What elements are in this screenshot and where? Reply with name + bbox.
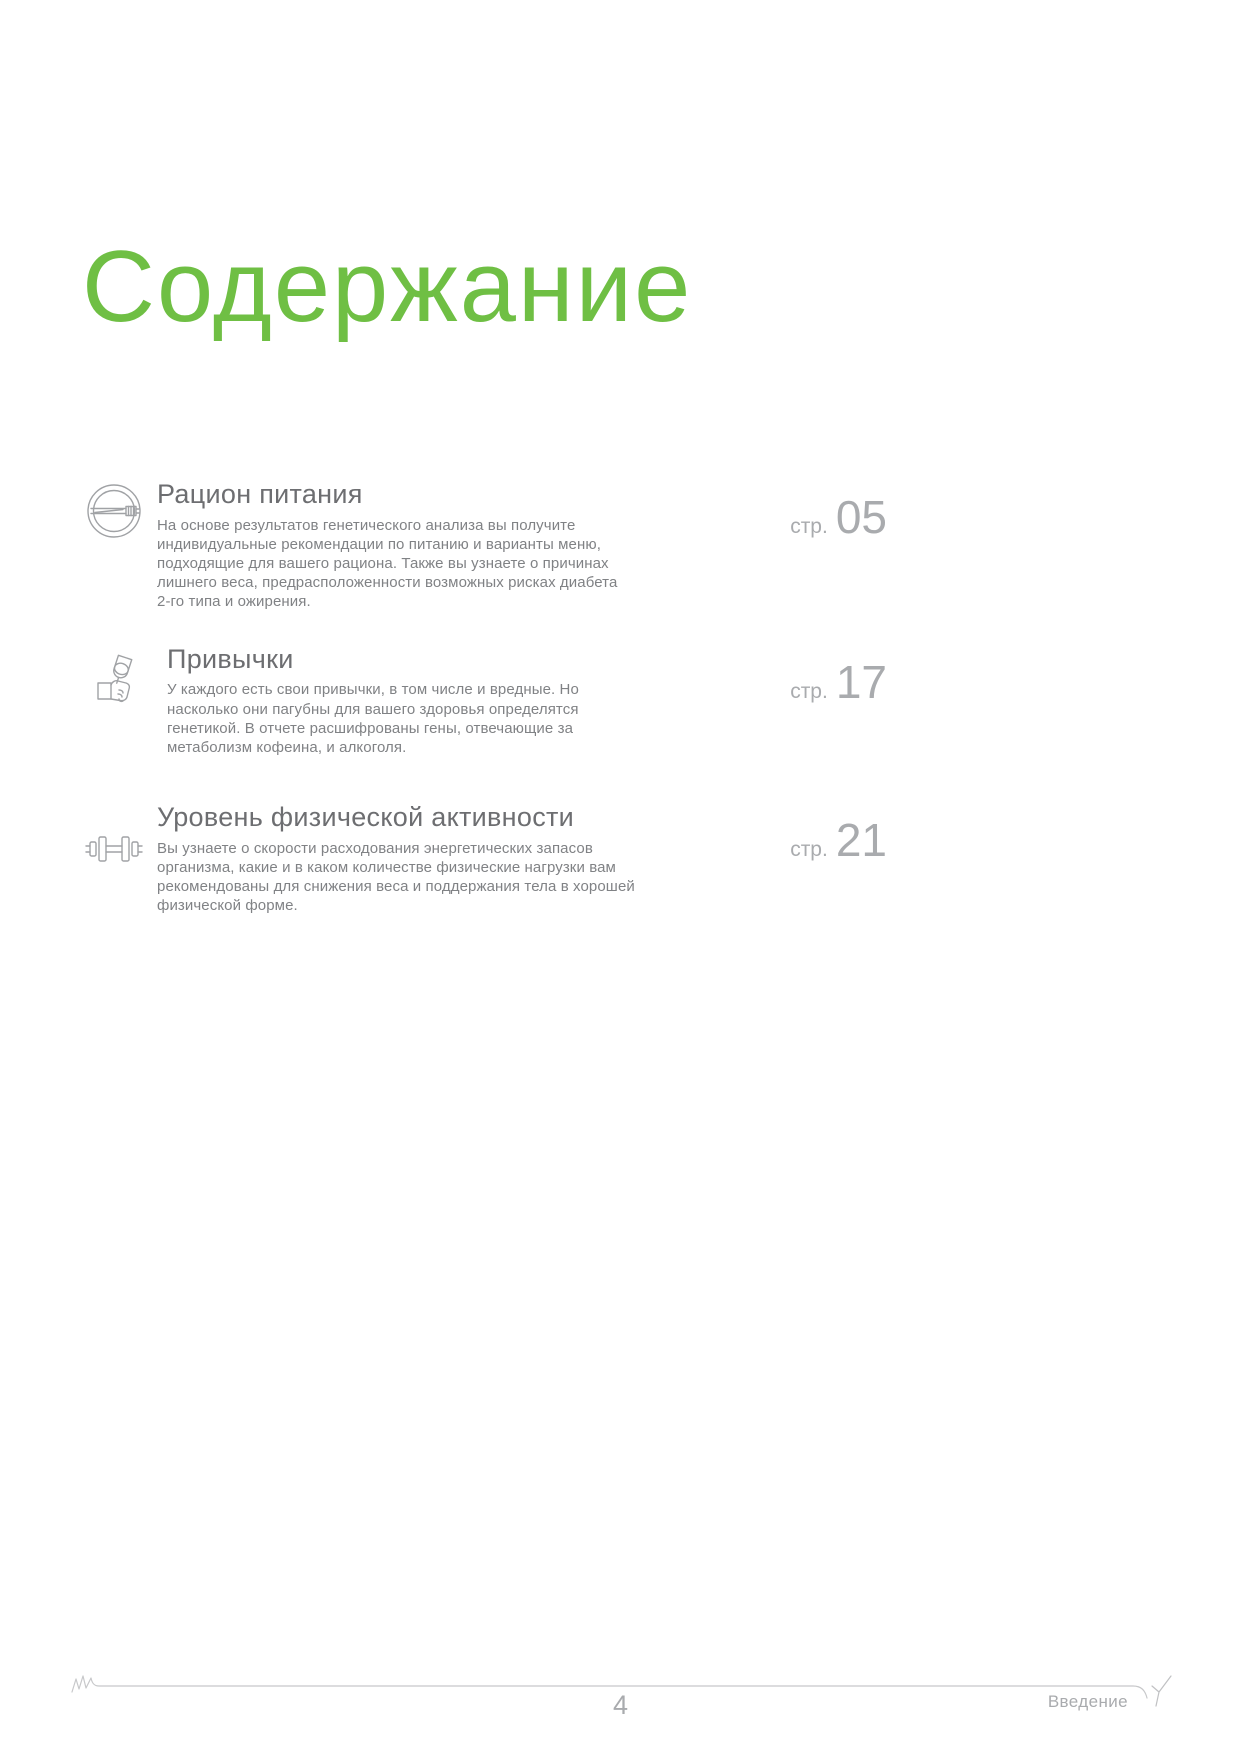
section-description: На основе результатов генетического анализа вы получите индивидуальные рекомендации по питанию и варианты меню, подходящие для вашего рациона. Также вы узнаете о причинах лишнего веса, предрасположенности возможных рисках диабета 2-го типа и ожирения. bbox=[157, 516, 618, 611]
page-reference bbox=[635, 814, 887, 867]
toc-item-activity bbox=[85, 803, 887, 915]
toc-item-text bbox=[157, 480, 635, 612]
section-description: Вы узнаете о скорости расходования энергетических запасов организма, какие и в каком количестве физические нагрузки вам рекомендованы для снижения веса и поддержания тела в хорошей физической форме. bbox=[157, 839, 635, 915]
footer-page-number: 4 bbox=[612, 1690, 629, 1720]
page-number: 05 bbox=[835, 491, 887, 543]
toc-item-text bbox=[167, 645, 645, 757]
dumbbell-icon bbox=[85, 835, 157, 863]
page-prefix-label: стр. bbox=[790, 515, 828, 538]
toc-list bbox=[85, 480, 887, 916]
section-title: Уровень физической активности bbox=[157, 802, 575, 833]
section-description: У каждого есть свои привычки, в том числе и вредные. Но насколько они пагубны для вашего здоровья определятся генетикой. В отчете расшифрованы гены, отвечающие за метаболизм кофеина, и алкоголя. bbox=[167, 681, 579, 756]
page-title: Содержание bbox=[82, 231, 693, 343]
footer-chapter-label: Введение bbox=[1047, 1692, 1128, 1711]
page-reference bbox=[645, 655, 887, 708]
toc-item-text bbox=[157, 803, 635, 915]
page-reference bbox=[635, 491, 887, 543]
toc-item-nutrition bbox=[85, 480, 887, 612]
page-prefix-label: стр. bbox=[790, 679, 828, 703]
plate-cutlery-icon bbox=[85, 482, 157, 540]
page-prefix-label: стр. bbox=[790, 838, 828, 862]
page-number: 21 bbox=[835, 814, 887, 867]
section-title: Рацион питания bbox=[157, 479, 363, 509]
toc-item-habits bbox=[85, 645, 887, 757]
section-title: Привычки bbox=[167, 643, 294, 674]
page-number: 17 bbox=[835, 655, 887, 708]
glass-in-hand-icon bbox=[85, 653, 167, 705]
